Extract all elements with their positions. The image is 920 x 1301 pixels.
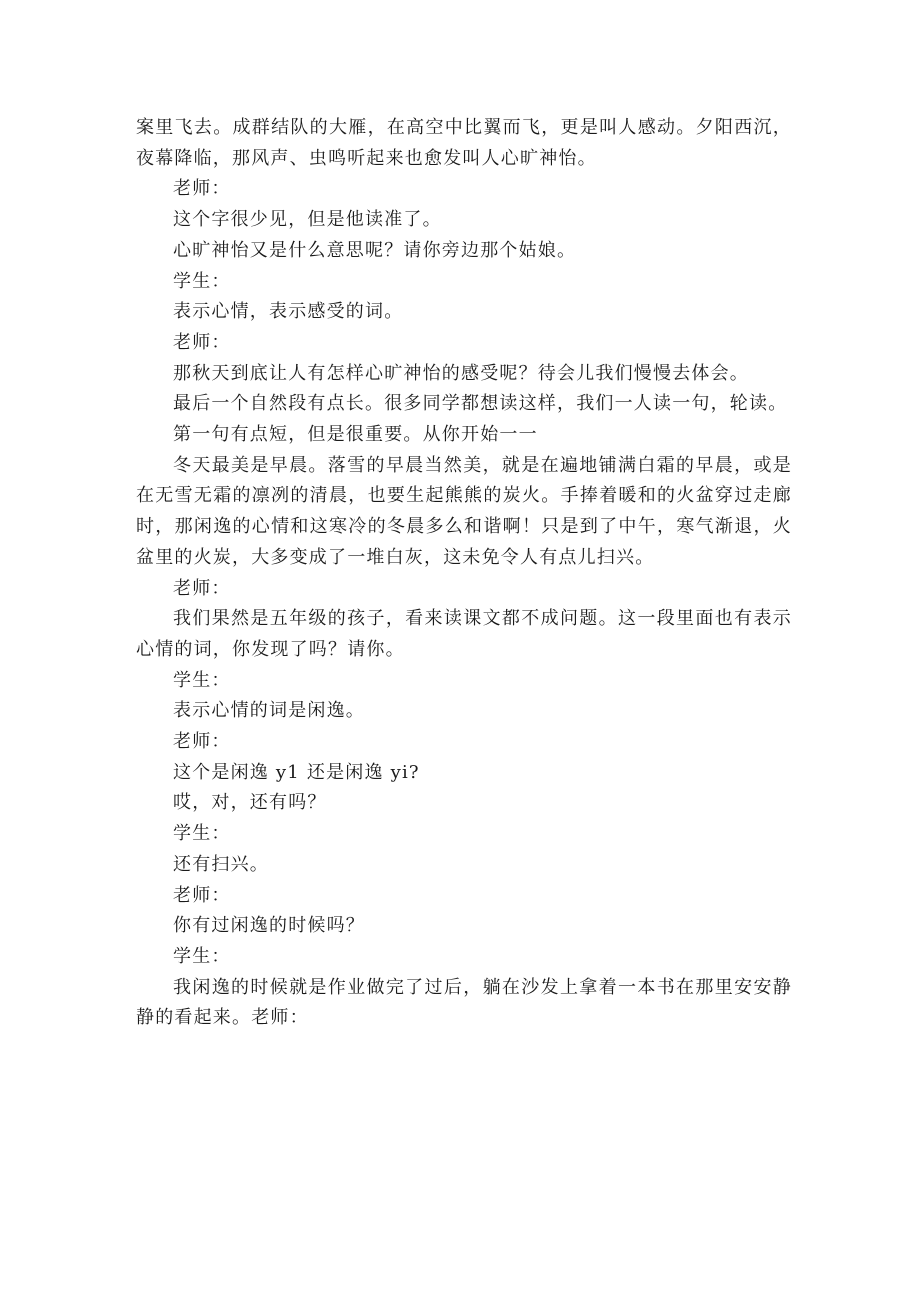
paragraph: 表示心情，表示感受的词。	[173, 301, 404, 323]
speaker-label: 老师：	[173, 178, 231, 200]
paragraph: 第一句有点短，但是很重要。从你开始一一	[173, 424, 538, 446]
speaker-label: 老师：	[173, 331, 231, 353]
document-page	[136, 113, 792, 1034]
speaker-label: 学生：	[173, 270, 231, 292]
paragraph: 那秋天到底让人有怎样心旷神怡的感受呢？待会儿我们慢慢去体会。	[173, 362, 749, 384]
paragraph: 你有过闲逸的时候吗？	[173, 915, 365, 937]
paragraph: 表示心情的词是闲逸。	[173, 700, 365, 722]
speaker-label: 老师：	[173, 884, 231, 906]
paragraph: 心旷神怡又是什么意思呢？请你旁边那个姑娘。	[173, 239, 577, 261]
paragraph: 我闲逸的时候就是作业做完了过后，躺在沙发上拿着一本书在那里安安静静的看起来。老师：	[136, 976, 792, 1029]
paragraph: 冬天最美是早晨。落雪的早晨当然美，就是在遍地铺满白霜的早晨，或是在无雪无霜的凛冽的清晨，也要生起熊熊的炭火。手捧着暖和的火盆穿过走廊时，那闲逸的心情和这寒冷的冬晨多么和谐啊！只是到了中午，寒气渐退，火盆里的火炭，大多变成了一堆白灰，这未免令人有点儿扫兴。	[136, 454, 792, 568]
paragraph: 这个是闲逸 y1 还是闲逸 yi?	[173, 761, 420, 783]
paragraph: 这个字很少见，但是他读准了。	[173, 209, 442, 231]
speaker-label: 老师：	[173, 577, 231, 599]
speaker-label: 学生：	[173, 669, 231, 691]
paragraph: 还有扫兴。	[173, 853, 269, 875]
speaker-label: 学生：	[173, 945, 231, 967]
paragraph: 案里飞去。成群结队的大雁，在高空中比翼而飞，更是叫人感动。夕阳西沉，夜幕降临，那风声、虫鸣听起来也愈发叫人心旷神怡。	[136, 117, 792, 169]
paragraph: 最后一个自然段有点长。很多同学都想读这样，我们一人读一句，轮读。	[173, 393, 788, 415]
speaker-label: 学生：	[173, 823, 231, 845]
speaker-label: 老师：	[173, 731, 231, 753]
paragraph: 我们果然是五年级的孩子，看来读课文都不成问题。这一段里面也有表示心情的词，你发现了吗？请你。	[136, 608, 792, 660]
paragraph: 哎，对，还有吗？	[173, 792, 327, 814]
